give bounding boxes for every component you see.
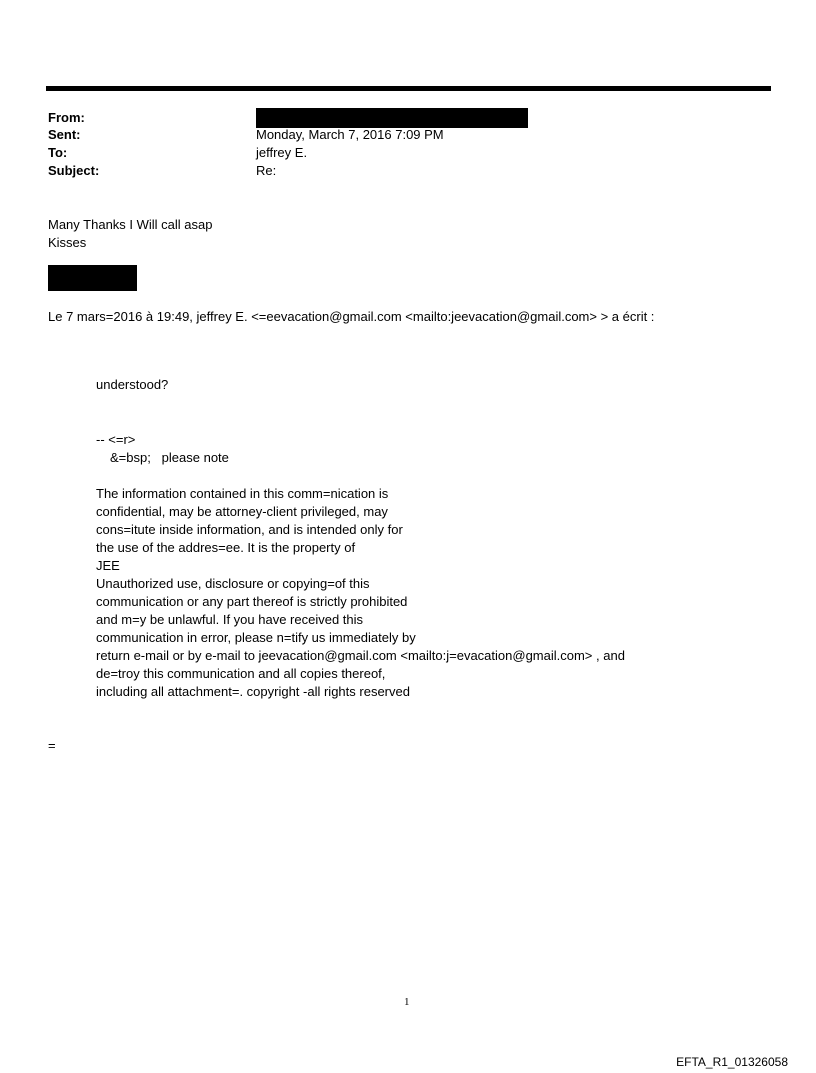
bates-id: EFTA_R1_01326058	[676, 1055, 788, 1069]
disclaimer-line: JEE	[96, 558, 120, 573]
quoted-text: understood?	[96, 377, 169, 392]
redaction-block-from	[256, 108, 528, 128]
disclaimer-line: including all attachment=. copyright -all rights reserved	[96, 684, 410, 699]
reply-line-1: Many Thanks I Will call asap	[48, 217, 213, 232]
header-rule	[46, 86, 771, 91]
to-value: jeffrey E.	[256, 145, 308, 160]
disclaimer-line: confidential, may be attorney-client privileged, may	[96, 504, 388, 519]
disclaimer-line: the use of the addres=ee. It is the property of	[96, 540, 356, 555]
redaction-block-signature	[48, 265, 137, 291]
to-label: To:	[48, 145, 68, 160]
sent-label: Sent:	[48, 127, 81, 142]
reply-line-2: Kisses	[48, 235, 87, 250]
disclaimer-line: de=troy this communication and all copies thereof,	[96, 666, 386, 681]
disclaimer-line: communication in error, please n=tify us immediately by	[96, 630, 416, 645]
signature-line-2: &=bsp; please note	[110, 450, 229, 465]
trailing-char: =	[48, 738, 56, 753]
disclaimer-line: Unauthorized use, disclosure or copying=of this	[96, 576, 370, 591]
disclaimer-line: return e-mail or by e-mail to jeevacation@gmail.com <mailto:j=evacation@gmail.com> , and	[96, 648, 625, 663]
from-label: From:	[48, 110, 85, 125]
quote-intro: Le 7 mars=2016 à 19:49, jeffrey E. <=eevacation@gmail.com <mailto:jeevacation@gmail.com> > a écrit :	[48, 309, 655, 324]
subject-label: Subject:	[48, 163, 100, 178]
sent-value: Monday, March 7, 2016 7:09 PM	[256, 127, 444, 142]
disclaimer-line: and m=y be unlawful. If you have received this	[96, 612, 364, 627]
subject-value: Re:	[256, 163, 277, 178]
signature-line-1: -- <=r>	[96, 432, 136, 447]
page-number: 1	[404, 996, 410, 1008]
disclaimer-line: The information contained in this comm=nication is	[96, 486, 389, 501]
disclaimer-line: cons=itute inside information, and is intended only for	[96, 522, 403, 537]
disclaimer-line: communication or any part thereof is strictly prohibited	[96, 594, 408, 609]
